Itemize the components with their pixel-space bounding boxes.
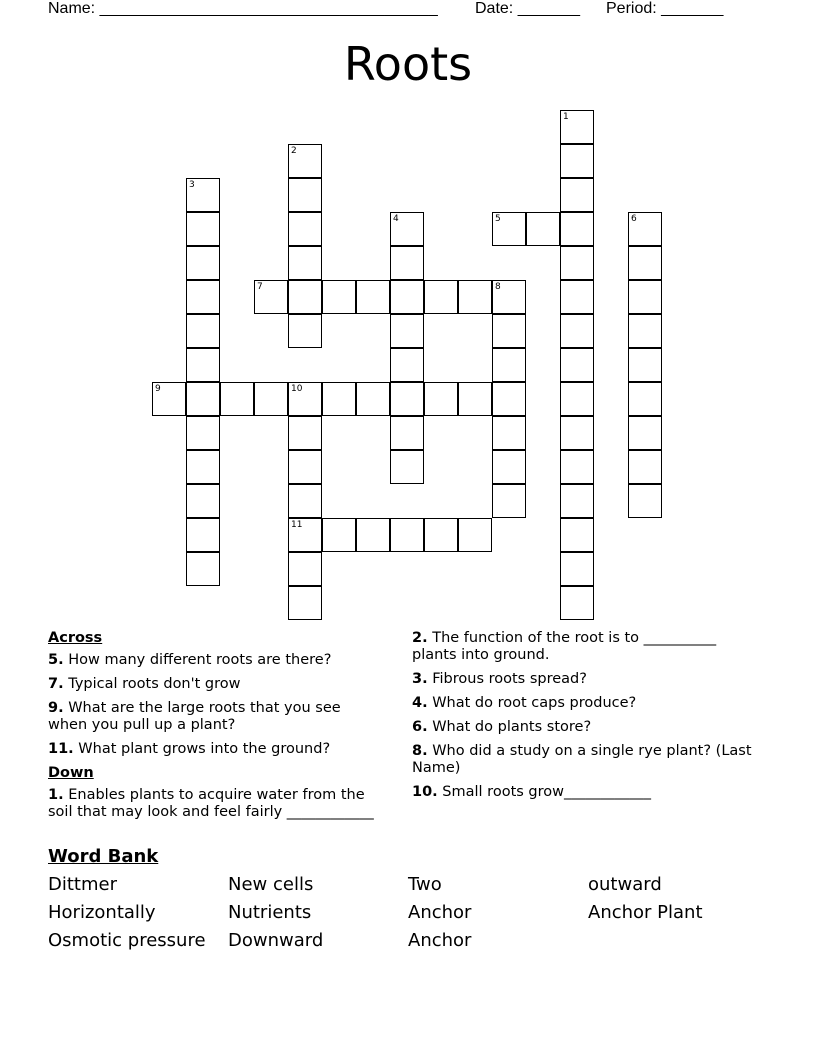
clue-number: 3	[189, 180, 195, 190]
crossword-cell[interactable]	[628, 314, 662, 348]
clue-across-11: 11. What plant grows into the ground?	[48, 741, 331, 757]
crossword-cell[interactable]	[322, 518, 356, 552]
clue-number: 10	[291, 384, 303, 394]
word-bank-heading: Word Bank	[48, 846, 159, 867]
crossword-cell[interactable]	[390, 280, 424, 314]
crossword-cell[interactable]	[628, 416, 662, 450]
clue-down-4: 4. What do root caps produce?	[412, 695, 637, 711]
crossword-cell[interactable]	[288, 314, 322, 348]
crossword-cell[interactable]	[186, 314, 220, 348]
name-field[interactable]: Name: ______________________________________	[48, 0, 438, 17]
crossword-cell[interactable]	[560, 450, 594, 484]
crossword-cell[interactable]	[186, 484, 220, 518]
crossword-cell[interactable]	[492, 314, 526, 348]
crossword-cell[interactable]	[288, 484, 322, 518]
crossword-cell[interactable]	[186, 178, 220, 212]
crossword-cell[interactable]	[288, 518, 322, 552]
crossword-cell[interactable]	[560, 348, 594, 382]
clue-number: 4	[393, 214, 399, 224]
crossword-cell[interactable]	[390, 450, 424, 484]
crossword-cell[interactable]	[288, 552, 322, 586]
crossword-cell[interactable]	[390, 518, 424, 552]
word-bank-item: Two	[408, 874, 442, 895]
crossword-cell[interactable]	[186, 518, 220, 552]
word-bank-item: Downward	[228, 930, 324, 951]
crossword-cell[interactable]	[560, 518, 594, 552]
crossword-cell[interactable]	[254, 280, 288, 314]
crossword-cell[interactable]	[628, 212, 662, 246]
crossword-cell[interactable]	[390, 212, 424, 246]
crossword-cell[interactable]	[492, 450, 526, 484]
clue-across-5: 5. How many different roots are there?	[48, 652, 332, 668]
crossword-cell[interactable]	[458, 518, 492, 552]
crossword-cell[interactable]	[492, 382, 526, 416]
clue-across-9: 9. What are the large roots that you see when you pull up a plant?	[48, 700, 341, 733]
crossword-cell[interactable]	[254, 382, 288, 416]
crossword-cell[interactable]	[492, 280, 526, 314]
clue-number: 5	[495, 214, 501, 224]
word-bank-item: Anchor	[408, 930, 472, 951]
crossword-cell[interactable]	[356, 382, 390, 416]
crossword-cell[interactable]	[628, 382, 662, 416]
crossword-cell[interactable]	[492, 212, 526, 246]
crossword-cell[interactable]	[152, 382, 186, 416]
clue-across-7: 7. Typical roots don't grow	[48, 676, 241, 692]
crossword-cell[interactable]	[560, 110, 594, 144]
crossword-cell[interactable]	[390, 246, 424, 280]
crossword-cell[interactable]	[628, 280, 662, 314]
down-heading: Down	[48, 765, 94, 781]
crossword-cell[interactable]	[356, 518, 390, 552]
word-bank-item: Horizontally	[48, 902, 156, 923]
clue-down-6: 6. What do plants store?	[412, 719, 592, 735]
clue-down-1: 1. Enables plants to acquire water from the soil that may look and feel fairly ____________	[48, 787, 374, 820]
crossword-cell[interactable]	[560, 484, 594, 518]
crossword-cell[interactable]	[628, 450, 662, 484]
crossword-cell[interactable]	[628, 348, 662, 382]
crossword-cell[interactable]	[288, 416, 322, 450]
clue-down-10: 10. Small roots grow____________	[412, 784, 651, 800]
crossword-cell[interactable]	[458, 280, 492, 314]
crossword-cell[interactable]	[628, 246, 662, 280]
crossword-cell[interactable]	[288, 450, 322, 484]
crossword-cell[interactable]	[288, 280, 322, 314]
crossword-cell[interactable]	[492, 348, 526, 382]
crossword-cell[interactable]	[288, 586, 322, 620]
clue-number: 9	[155, 384, 161, 394]
crossword-cell[interactable]	[390, 314, 424, 348]
crossword-cell[interactable]	[492, 416, 526, 450]
clues-right	[412, 630, 752, 808]
period-field[interactable]: Period: _______	[606, 0, 724, 17]
crossword-cell[interactable]	[560, 586, 594, 620]
word-bank-item: Nutrients	[228, 902, 312, 923]
crossword-cell[interactable]	[560, 212, 594, 246]
crossword-cell[interactable]	[390, 348, 424, 382]
crossword-cell[interactable]	[560, 178, 594, 212]
across-heading: Across	[48, 630, 103, 646]
crossword-cell[interactable]	[356, 280, 390, 314]
crossword-cell[interactable]	[322, 382, 356, 416]
crossword-cell[interactable]	[186, 280, 220, 314]
crossword-cell[interactable]	[424, 518, 458, 552]
crossword-cell[interactable]	[186, 552, 220, 586]
crossword-cell[interactable]	[390, 416, 424, 450]
word-bank	[48, 874, 768, 952]
word-bank-item: Anchor	[408, 902, 472, 923]
crossword-cell[interactable]	[526, 212, 560, 246]
clue-down-8: 8. Who did a study on a single rye plant? (Last Name)	[412, 743, 752, 776]
clue-down-2: 2. The function of the root is to __________ plants into ground.	[412, 630, 717, 663]
crossword-cell[interactable]	[186, 450, 220, 484]
crossword-cell[interactable]	[560, 416, 594, 450]
crossword-cell[interactable]	[186, 348, 220, 382]
crossword-cell[interactable]	[186, 382, 220, 416]
clue-number: 8	[495, 282, 501, 292]
crossword-cell[interactable]	[186, 212, 220, 246]
clue-number: 6	[631, 214, 637, 224]
word-bank-item: Dittmer	[48, 874, 117, 895]
word-bank-item: outward	[588, 874, 662, 895]
crossword-cell[interactable]	[288, 178, 322, 212]
word-bank-item: New cells	[228, 874, 314, 895]
crossword-cell[interactable]	[560, 314, 594, 348]
crossword-cell[interactable]	[186, 416, 220, 450]
crossword-cell[interactable]	[458, 382, 492, 416]
crossword-cell[interactable]	[390, 382, 424, 416]
crossword-cell[interactable]	[220, 382, 254, 416]
clues-left	[48, 630, 378, 828]
crossword-cell[interactable]	[560, 144, 594, 178]
date-field[interactable]: Date: _______	[475, 0, 580, 17]
clue-number: 1	[563, 112, 569, 122]
crossword-cell[interactable]	[288, 144, 322, 178]
crossword-cell[interactable]	[186, 246, 220, 280]
crossword-cell[interactable]	[628, 484, 662, 518]
crossword-cell[interactable]	[424, 280, 458, 314]
clue-number: 11	[291, 520, 303, 530]
word-bank-item: Anchor Plant	[588, 902, 703, 923]
clue-number: 7	[257, 282, 263, 292]
crossword-cell[interactable]	[424, 382, 458, 416]
crossword-cell[interactable]	[288, 246, 322, 280]
page-title: Roots	[343, 37, 473, 91]
crossword-cell[interactable]	[560, 280, 594, 314]
crossword-cell[interactable]	[492, 484, 526, 518]
clue-number: 2	[291, 146, 297, 156]
clue-down-3: 3. Fibrous roots spread?	[412, 671, 587, 687]
crossword-cell[interactable]	[560, 382, 594, 416]
crossword-cell[interactable]	[560, 552, 594, 586]
word-bank-item: Osmotic pressure	[48, 930, 206, 951]
crossword-cell[interactable]	[288, 212, 322, 246]
crossword-cell[interactable]	[322, 280, 356, 314]
crossword-cell[interactable]	[560, 246, 594, 280]
crossword-cell[interactable]	[288, 382, 322, 416]
